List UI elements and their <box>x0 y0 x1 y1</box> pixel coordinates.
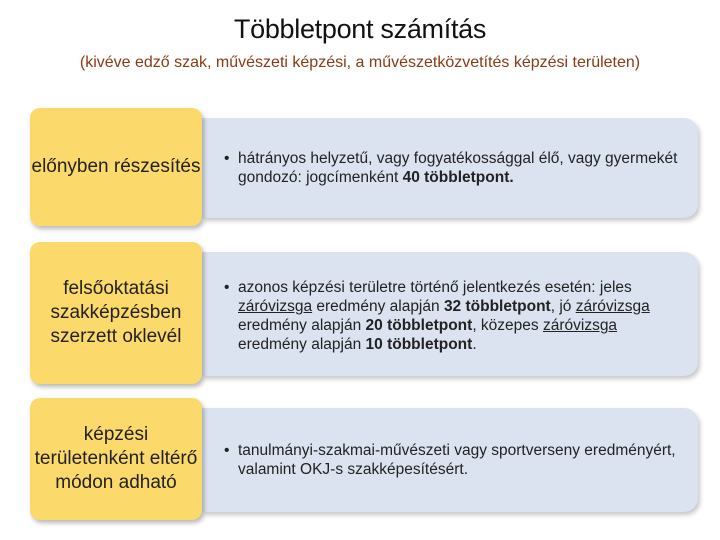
text-bold-segment: 20 többletpont <box>365 317 473 334</box>
bullet-list <box>224 441 680 479</box>
row-content <box>202 408 698 512</box>
bullet-item <box>224 278 680 354</box>
text-segment: eredmény alapján <box>238 317 366 334</box>
text-segment: eredmény alapján <box>238 336 366 353</box>
bullet-text <box>238 149 680 187</box>
text-underlined-segment: záróvizsga <box>575 298 650 315</box>
bullet-item <box>224 149 680 187</box>
row-kepzesi-teruletenkent <box>30 398 698 520</box>
text-segment: hátrányos helyzetű, vagy fogyatékossággal élő, vagy gyermekét gondozó: jogcímenként <box>238 150 678 186</box>
row-label: képzési területenként eltérő módon adható <box>30 398 202 520</box>
text-segment: , közepes <box>472 317 543 334</box>
bullet-item <box>224 441 680 479</box>
bullet-list <box>224 278 680 354</box>
text-segment: eredmény alapján <box>312 298 444 315</box>
row-elonyben-reszesites <box>30 108 698 226</box>
bullet-dot: • <box>224 442 230 459</box>
page-title: Többletpont számítás <box>233 14 487 44</box>
bullet-text: tanulmányi-szakmai-művészeti vagy sportverseny eredményért, valamint OKJ-s szakképesítésért. <box>238 442 676 478</box>
bullet-text <box>238 278 680 354</box>
text-underlined-segment: záróvizsga <box>238 298 313 315</box>
row-content <box>202 252 698 376</box>
text-segment: . <box>472 336 477 353</box>
bullet-dot: • <box>224 279 230 296</box>
bullet-list <box>224 149 680 187</box>
text-segment: azonos képzési területre történő jelentkezés esetén: jeles <box>238 279 632 296</box>
row-content <box>202 118 698 218</box>
text-bold-segment: 32 többletpont <box>443 298 551 315</box>
text-segment: , jó <box>550 298 576 315</box>
row-label: előnyben részesítés <box>30 108 202 226</box>
text-bold-segment: 10 többletpont <box>365 336 473 353</box>
row-label: felsőoktatási szakképzésben szerzett oklevél <box>30 242 202 384</box>
bullet-dot: • <box>224 150 230 167</box>
row-felsooktatasi-szakkepzes <box>30 242 698 384</box>
text-bold-segment: 40 többletpont. <box>402 169 514 186</box>
page-subtitle: (kivéve edző szak, művészeti képzési, a művészetközvetítés képzési területen) <box>79 54 641 71</box>
text-underlined-segment: záróvizsga <box>542 317 618 334</box>
